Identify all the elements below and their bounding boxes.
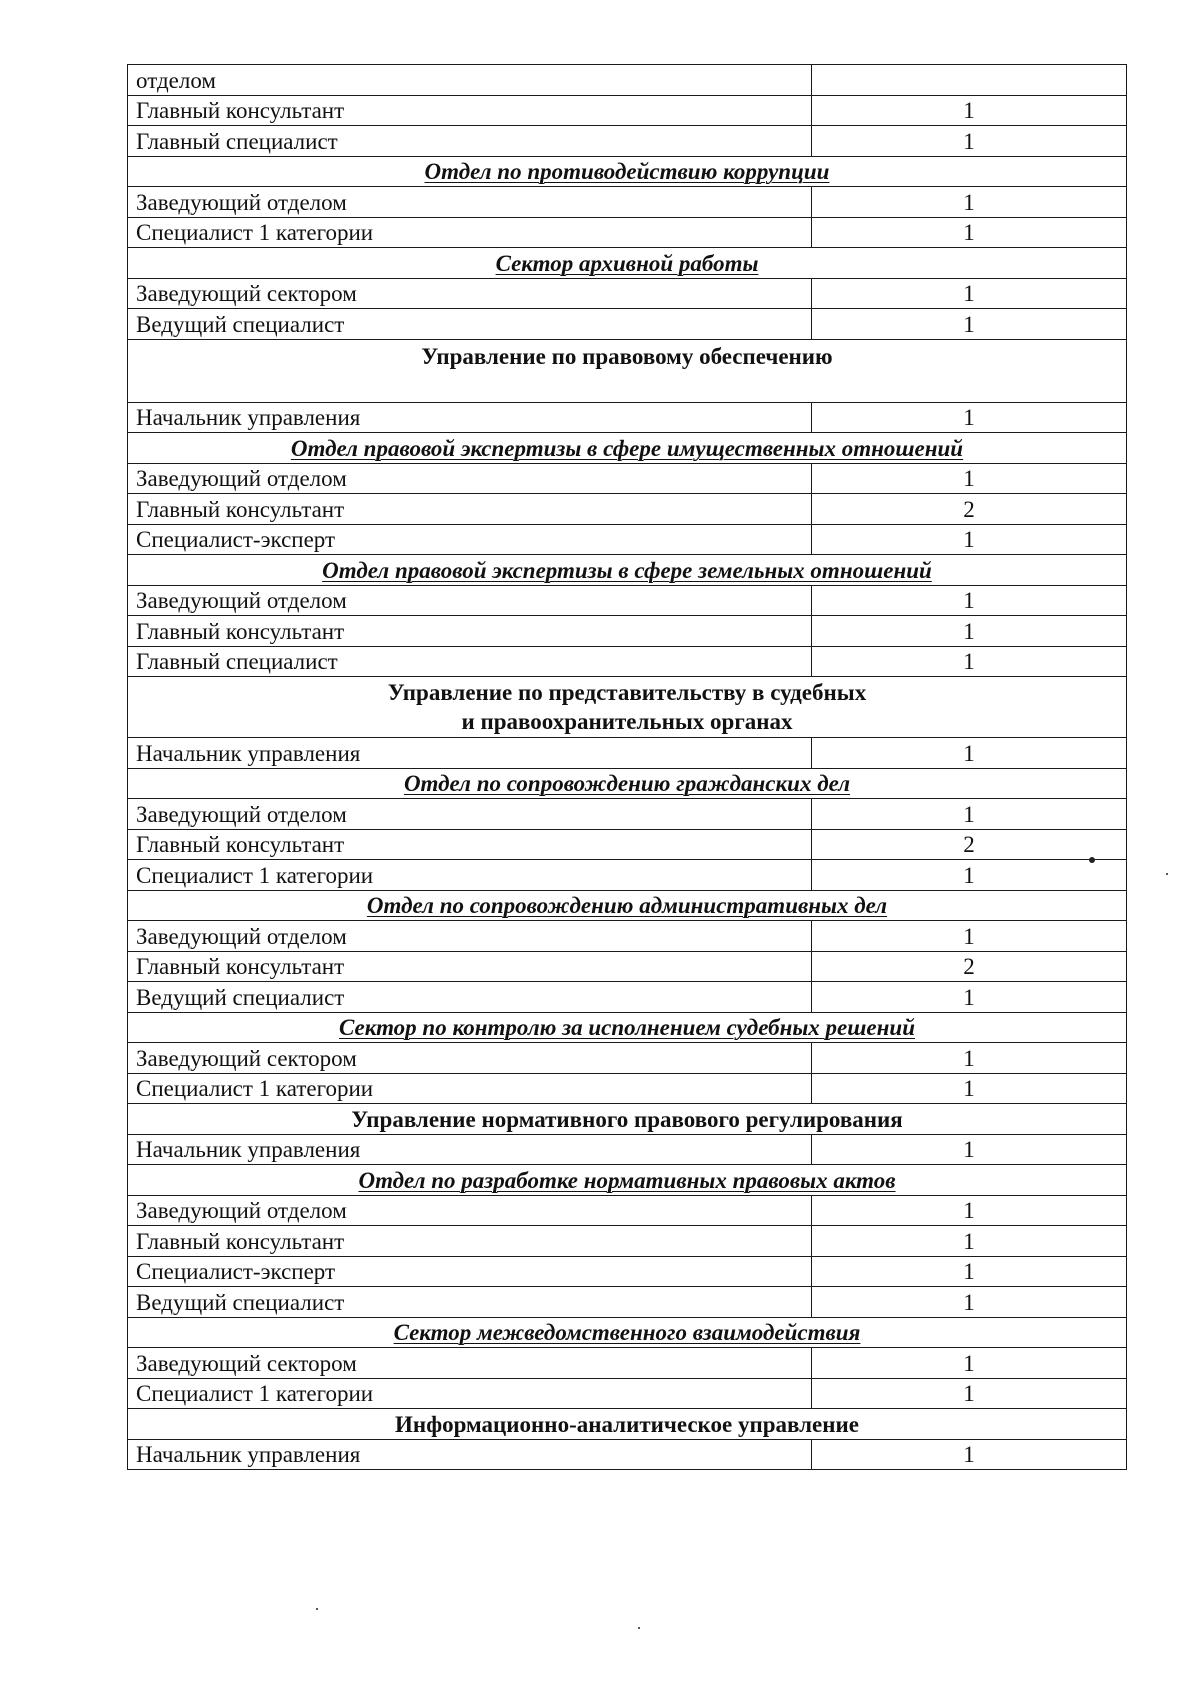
position-count: 1 <box>812 278 1127 309</box>
position-title: Заведующий отделом <box>128 921 812 952</box>
position-row <box>128 1439 1127 1470</box>
scan-speck <box>1089 857 1095 863</box>
position-title: Специалист 1 категории <box>128 1378 812 1409</box>
position-row <box>128 217 1127 248</box>
position-count: 1 <box>812 309 1127 340</box>
section-heading: Сектор межведомственного взаимодействия <box>128 1317 1127 1348</box>
position-row <box>128 799 1127 830</box>
department-row <box>128 677 1127 738</box>
position-row <box>128 1226 1127 1257</box>
section-row <box>128 890 1127 921</box>
position-title: Заведующий отделом <box>128 799 812 830</box>
position-row <box>128 616 1127 647</box>
position-title: Главный консультант <box>128 829 812 860</box>
position-title: Ведущий специалист <box>128 309 812 340</box>
position-count: 1 <box>812 585 1127 616</box>
section-heading: Отдел правовой экспертизы в сфере имущественных отношений <box>128 433 1127 464</box>
position-title: Специалист 1 категории <box>128 1073 812 1104</box>
department-heading <box>128 1104 1127 1135</box>
position-row <box>128 829 1127 860</box>
department-heading-line: и правоохранительных органах <box>461 709 793 734</box>
position-row <box>128 278 1127 309</box>
position-count: 1 <box>812 921 1127 952</box>
position-title: Начальник управления <box>128 1134 812 1165</box>
position-count: 1 <box>812 524 1127 555</box>
position-row <box>128 1073 1127 1104</box>
position-title: Ведущий специалист <box>128 1287 812 1318</box>
position-row <box>128 463 1127 494</box>
position-row <box>128 738 1127 769</box>
scan-speck <box>638 1627 640 1629</box>
position-row <box>128 921 1127 952</box>
position-count: 1 <box>812 95 1127 126</box>
position-row <box>128 126 1127 157</box>
position-title: Специалист-эксперт <box>128 524 812 555</box>
section-row <box>128 156 1127 187</box>
scan-speck <box>316 1608 318 1610</box>
position-title: Главный консультант <box>128 1226 812 1257</box>
department-heading-line: Информационно-аналитическое управление <box>395 1411 859 1437</box>
section-heading: Отдел по сопровождению административных дел <box>128 890 1127 921</box>
section-row <box>128 248 1127 279</box>
position-title: Заведующий отделом <box>128 187 812 218</box>
position-count: 1 <box>812 217 1127 248</box>
position-row <box>128 1195 1127 1226</box>
position-count: 1 <box>812 860 1127 891</box>
position-title: Специалист 1 категории <box>128 217 812 248</box>
position-title: Заведующий сектором <box>128 278 812 309</box>
position-count: 1 <box>812 463 1127 494</box>
position-count: 1 <box>812 1073 1127 1104</box>
document-page <box>127 64 1127 1470</box>
position-title: Начальник управления <box>128 1439 812 1470</box>
section-row <box>128 768 1127 799</box>
position-count: 2 <box>812 951 1127 982</box>
section-row <box>128 433 1127 464</box>
position-title: Начальник управления <box>128 402 812 433</box>
position-title: отделом <box>128 65 812 96</box>
staffing-table-body <box>128 65 1127 1470</box>
section-heading: Сектор архивной работы <box>128 248 1127 279</box>
position-count: 1 <box>812 1287 1127 1318</box>
department-heading-line: Управление по правовому обеспечению <box>421 343 833 369</box>
position-count: 1 <box>812 616 1127 647</box>
position-row <box>128 65 1127 96</box>
position-count: 1 <box>812 1195 1127 1226</box>
position-row <box>128 187 1127 218</box>
position-count: 1 <box>812 738 1127 769</box>
position-title: Заведующий сектором <box>128 1348 812 1379</box>
position-row <box>128 1287 1127 1318</box>
section-heading: Отдел по разработке нормативных правовых актов <box>128 1165 1127 1196</box>
position-count: 2 <box>812 494 1127 525</box>
department-heading <box>128 677 1127 738</box>
position-row <box>128 951 1127 982</box>
department-heading-line: Управление по представительству в судебных <box>387 680 867 705</box>
position-count: 1 <box>812 126 1127 157</box>
department-row <box>128 1104 1127 1135</box>
position-row <box>128 1134 1127 1165</box>
position-row <box>128 309 1127 340</box>
position-title: Заведующий отделом <box>128 463 812 494</box>
department-heading <box>128 339 1127 402</box>
department-row <box>128 339 1127 402</box>
position-title: Главный консультант <box>128 494 812 525</box>
position-count: 1 <box>812 1439 1127 1470</box>
position-row <box>128 1043 1127 1074</box>
position-count: 1 <box>812 1043 1127 1074</box>
position-count: 1 <box>812 1226 1127 1257</box>
position-count: 1 <box>812 799 1127 830</box>
position-title: Начальник управления <box>128 738 812 769</box>
position-row <box>128 860 1127 891</box>
staffing-table <box>127 64 1127 1470</box>
position-title: Специалист-эксперт <box>128 1256 812 1287</box>
department-heading <box>128 1409 1127 1440</box>
position-row <box>128 1256 1127 1287</box>
position-count: 2 <box>812 829 1127 860</box>
department-row <box>128 1409 1127 1440</box>
position-row <box>128 402 1127 433</box>
position-count: 1 <box>812 402 1127 433</box>
position-row <box>128 1378 1127 1409</box>
position-count <box>812 65 1127 96</box>
position-title: Заведующий сектором <box>128 1043 812 1074</box>
section-heading: Отдел по противодействию коррупции <box>128 156 1127 187</box>
section-heading: Отдел по сопровождению гражданских дел <box>128 768 1127 799</box>
section-row <box>128 1012 1127 1043</box>
position-row <box>128 494 1127 525</box>
position-title: Главный консультант <box>128 95 812 126</box>
position-title: Главный консультант <box>128 616 812 647</box>
section-heading: Сектор по контролю за исполнением судебных решений <box>128 1012 1127 1043</box>
section-heading: Отдел правовой экспертизы в сфере земельных отношений <box>128 555 1127 586</box>
section-row <box>128 1317 1127 1348</box>
position-title: Заведующий отделом <box>128 585 812 616</box>
position-count: 1 <box>812 982 1127 1013</box>
position-row <box>128 1348 1127 1379</box>
position-count: 1 <box>812 187 1127 218</box>
position-title: Заведующий отделом <box>128 1195 812 1226</box>
position-row <box>128 95 1127 126</box>
position-count: 1 <box>812 1378 1127 1409</box>
position-title: Главный специалист <box>128 646 812 677</box>
section-row <box>128 555 1127 586</box>
position-count: 1 <box>812 1134 1127 1165</box>
position-row <box>128 982 1127 1013</box>
position-row <box>128 524 1127 555</box>
position-count: 1 <box>812 1256 1127 1287</box>
position-row <box>128 646 1127 677</box>
position-title: Главный консультант <box>128 951 812 982</box>
position-row <box>128 585 1127 616</box>
section-row <box>128 1165 1127 1196</box>
position-count: 1 <box>812 1348 1127 1379</box>
position-title: Главный специалист <box>128 126 812 157</box>
position-title: Специалист 1 категории <box>128 860 812 891</box>
position-title: Ведущий специалист <box>128 982 812 1013</box>
department-heading-line: Управление нормативного правового регулирования <box>351 1106 903 1132</box>
position-count: 1 <box>812 646 1127 677</box>
scan-speck <box>1166 873 1168 875</box>
